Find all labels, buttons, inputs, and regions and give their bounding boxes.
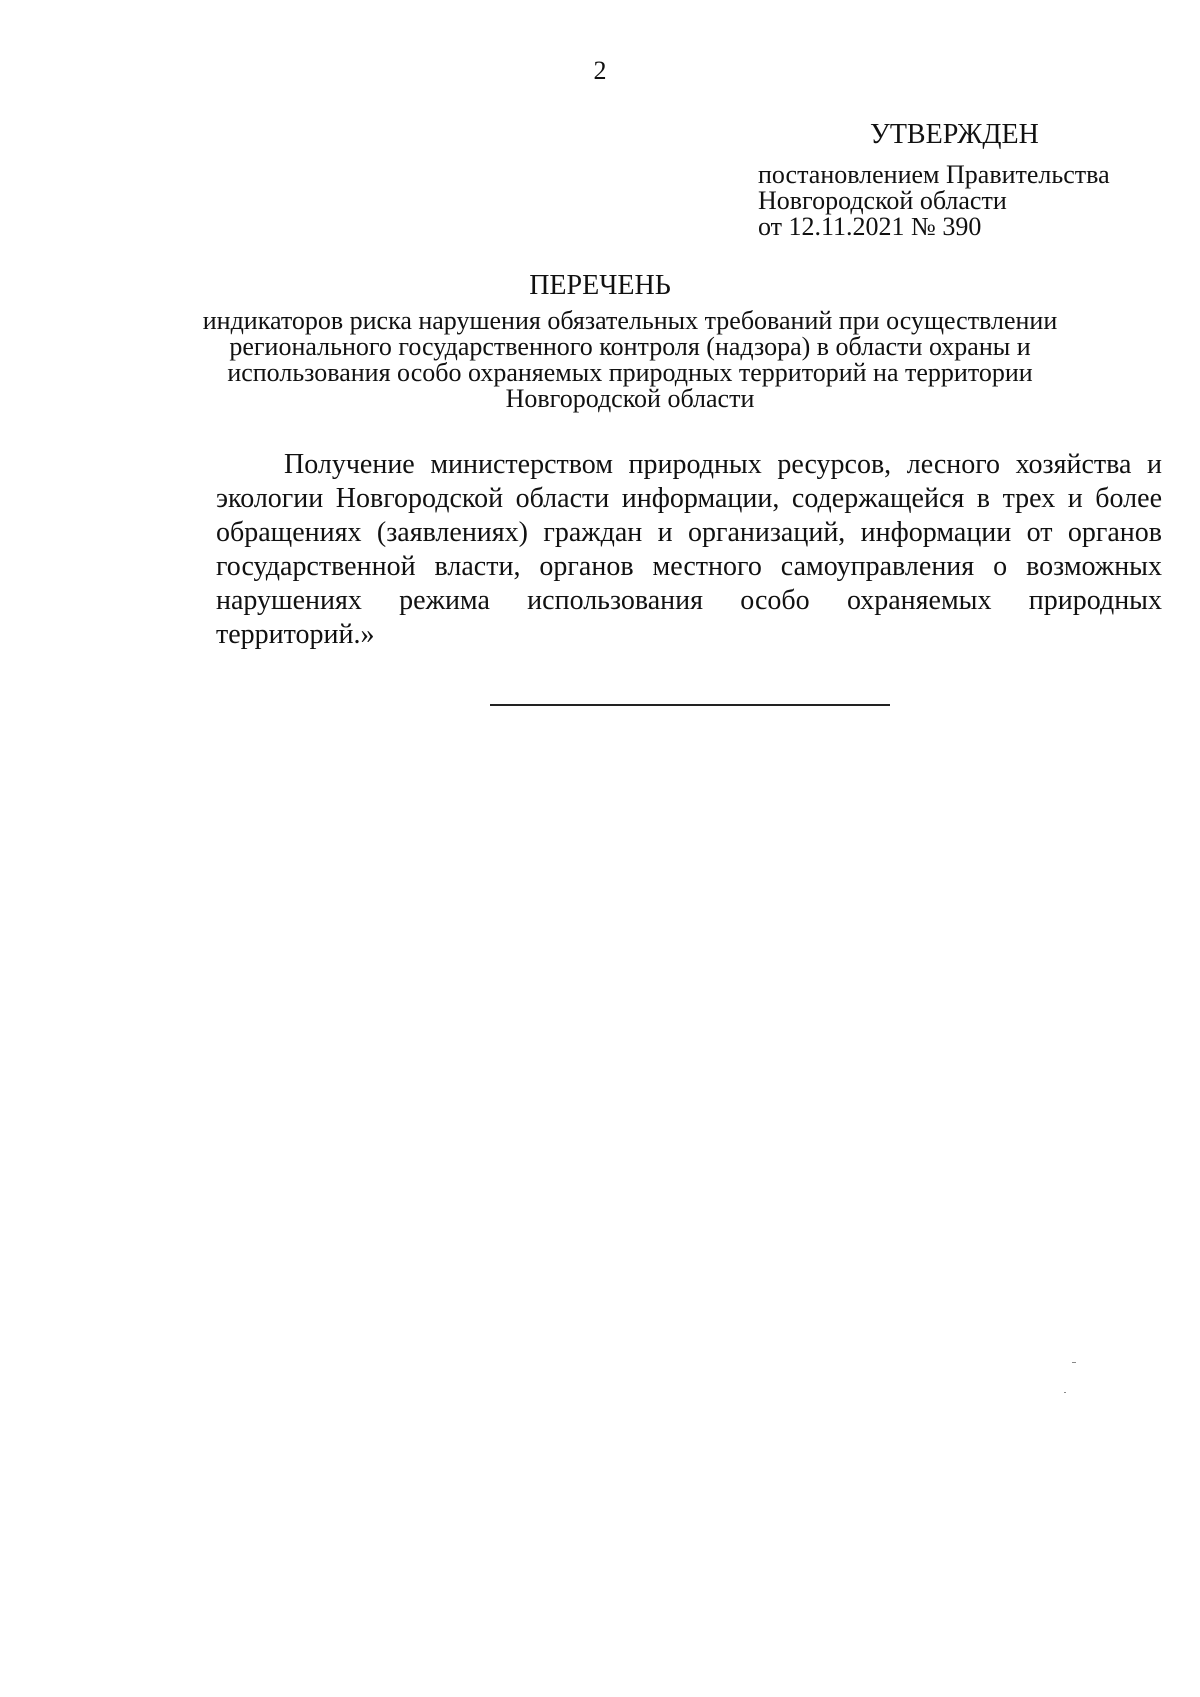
scan-artifact <box>1072 1362 1076 1363</box>
approval-line-region: Новгородской области <box>758 186 1007 215</box>
subtitle-line-4: Новгородской области <box>505 384 755 413</box>
subtitle-line-2: регионального государственного контроля (надзора) в области охраны и <box>229 332 1031 361</box>
separator-line <box>490 704 890 706</box>
subtitle-line-3: использования особо охраняемых природных территорий на территории <box>227 358 1033 387</box>
approval-block <box>758 118 1158 240</box>
document-subtitle <box>170 308 1090 412</box>
approval-line-resolution: постановлением Правительства <box>758 160 1110 189</box>
scan-artifact <box>1064 1392 1066 1393</box>
page-number: 2 <box>593 56 607 85</box>
approved-heading: УТВЕРЖДЕН <box>870 119 1039 150</box>
approval-line-date-number: от 12.11.2021 № 390 <box>758 212 982 241</box>
approval-details <box>758 162 1158 240</box>
document-title: ПЕРЕЧЕНЬ <box>529 270 671 301</box>
subtitle-line-1: индикаторов риска нарушения обязательных требований при осуществлении <box>202 306 1058 335</box>
body-paragraph: Получение министерством природных ресурсов, лесного хозяйства и экологии Новгородской области информации, содержащейся в трех и более обращениях (заявлениях) граждан и организаций, информации от органов государственной власти, органов местного самоуправления о возможных нарушениях режима использования особо охраняемых природных территорий.» <box>216 449 1162 650</box>
